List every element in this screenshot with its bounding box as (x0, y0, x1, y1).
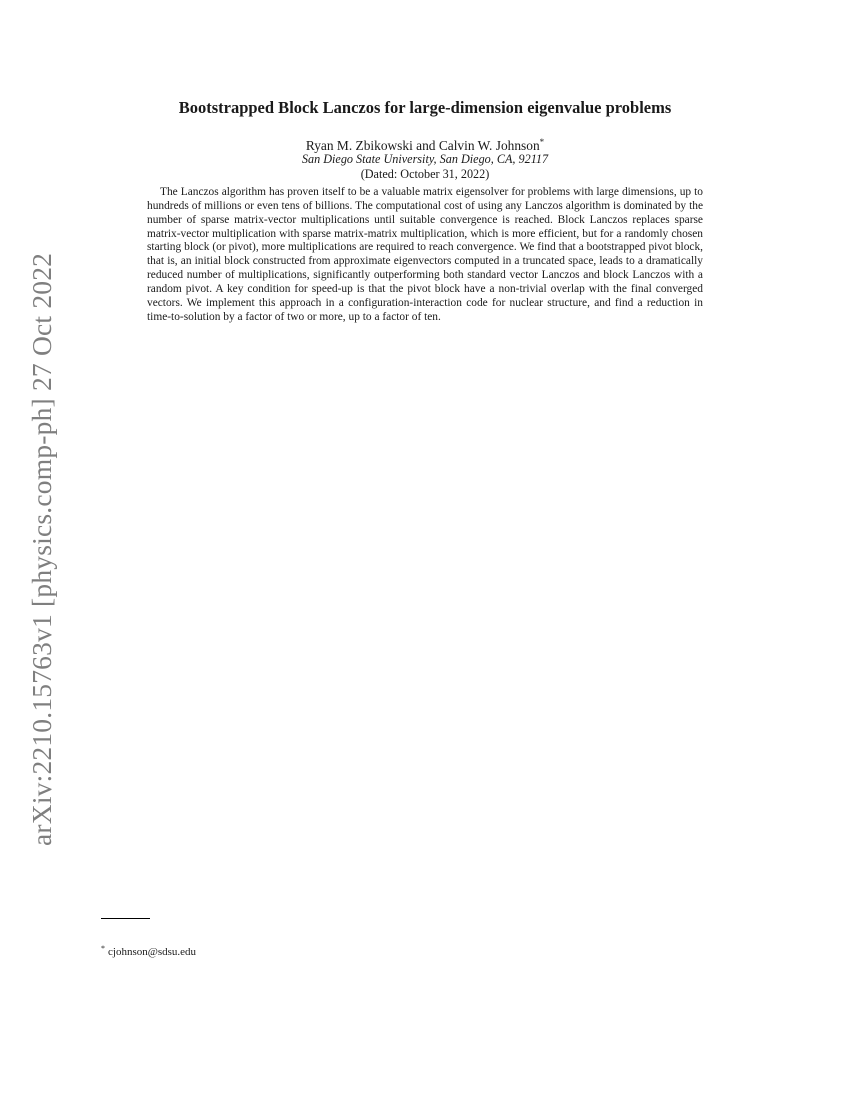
paper-title: Bootstrapped Block Lanczos for large-dimension eigenvalue problems (178, 98, 672, 117)
footnote (101, 944, 196, 958)
affiliation: San Diego State University, San Diego, CA, 92117 (301, 152, 549, 166)
footnote-rule (101, 918, 150, 919)
footnote-mark: * (101, 944, 105, 953)
author-names: Ryan M. Zbikowski and Calvin W. Johnson (305, 138, 540, 153)
footnote-email: cjohnson@sdsu.edu (108, 946, 197, 958)
arxiv-identifier-stamp: arXiv:2210.15763v1 [physics.comp-ph] 27 Oct 2022 (26, 252, 57, 846)
author-footnote-mark: * (539, 137, 545, 147)
abstract: The Lanczos algorithm has proven itself to be a valuable matrix eigensolver for problems with large dimensions, up to hundreds of millions or even tens of billions. The computational cost of using any Lanczos algorithm is dominated by the number of sparse matrix-vector multiplications until suitable convergence is reached. Block Lanczos replaces sparse matrix-vector multiplication with sparse matrix-matrix multiplication, which is more efficient, but for a randomly chosen starting block (or pivot), more multiplications are required to reach convergence. We find that a bootstrapped pivot block, that is, an initial block constructed from approximate eigenvectors computed in a truncated space, leads to a dramatically reduced number of multiplications, significantly outperforming both standard vector Lanczos and block Lanczos with a random pivot. A key condition for speed-up is that the pivot block have a non-trivial overlap with the final converged vectors. We implement this approach in a configuration-interaction code for nuclear structure, and find a reduction in time-to-solution by a factor of two or more, up to a factor of ten. (147, 186, 703, 323)
dated-line: (Dated: October 31, 2022) (360, 167, 490, 181)
